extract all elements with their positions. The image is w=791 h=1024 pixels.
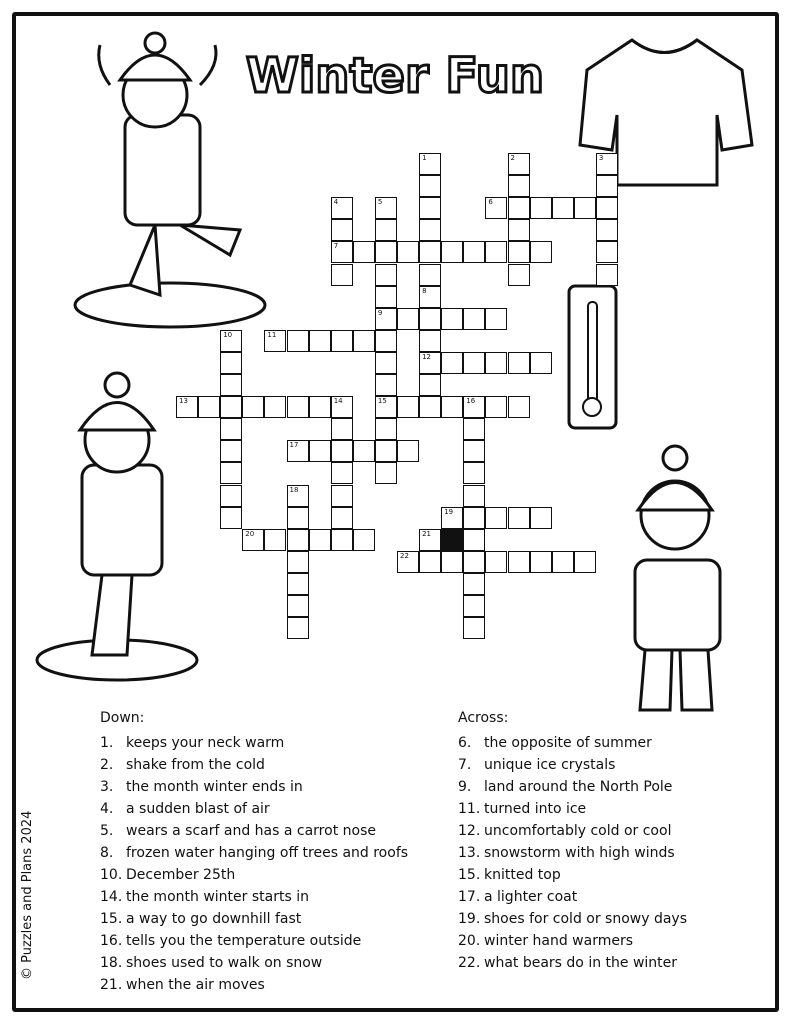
crossword-cell[interactable]: [485, 507, 507, 529]
crossword-cell[interactable]: [596, 153, 618, 175]
down-clue-number: 15.: [100, 911, 123, 927]
crossword-cell[interactable]: [463, 241, 485, 263]
crossword-cell[interactable]: [463, 462, 485, 484]
cell-number: 16: [466, 397, 476, 406]
crossword-cell[interactable]: [397, 241, 419, 263]
across-clue-text: what bears do in the winter: [484, 955, 678, 971]
crossword-cell[interactable]: [397, 396, 419, 418]
crossword-cell[interactable]: [419, 219, 441, 241]
crossword-cell[interactable]: [287, 507, 309, 529]
across-clue-number: 22.: [458, 955, 481, 971]
cell-number: 12: [422, 352, 432, 361]
crossword-cell[interactable]: [530, 507, 552, 529]
across-clue-text: winter hand warmers: [484, 933, 634, 949]
across-clue: [458, 798, 687, 820]
crossword-cell[interactable]: [264, 330, 286, 352]
crossword-cell[interactable]: [220, 396, 242, 418]
across-clue-number: 19.: [458, 911, 481, 927]
down-clue-number: 3.: [100, 779, 114, 795]
across-clue-text: land around the North Pole: [484, 779, 673, 795]
across-clue-text: a lighter coat: [484, 889, 578, 905]
across-clue-text: uncomfortably cold or cool: [484, 823, 672, 839]
crossword-cell[interactable]: [596, 219, 618, 241]
crossword-cell[interactable]: [353, 529, 375, 551]
across-clue: [458, 886, 687, 908]
crossword-cell[interactable]: [485, 396, 507, 418]
crossword-cell[interactable]: [375, 374, 397, 396]
crossword-cell[interactable]: [508, 264, 530, 286]
down-clues: [100, 710, 408, 996]
crossword-cell[interactable]: [242, 529, 264, 551]
crossword-cell[interactable]: [441, 352, 463, 374]
crossword-cell[interactable]: [441, 308, 463, 330]
cell-number: 22: [400, 551, 409, 560]
crossword-cell[interactable]: [331, 330, 353, 352]
cell-number: 17: [289, 441, 299, 450]
crossword-cell[interactable]: [463, 595, 485, 617]
down-clue-number: 18.: [100, 955, 123, 971]
crossword-cell[interactable]: [419, 551, 441, 573]
crossword-cell[interactable]: [309, 330, 331, 352]
crossword-cell[interactable]: [198, 396, 220, 418]
crossword-cell[interactable]: [220, 507, 242, 529]
crossword-cell[interactable]: [375, 352, 397, 374]
crossword-cell[interactable]: [397, 551, 419, 573]
crossword-cell[interactable]: [508, 507, 530, 529]
across-clue-text: shoes for cold or snowy days: [484, 911, 688, 927]
down-clue-list: [100, 732, 408, 996]
crossword-cell[interactable]: [508, 153, 530, 175]
crossword-cell[interactable]: [331, 529, 353, 551]
crossword-cell[interactable]: [463, 485, 485, 507]
across-clue-number: 12.: [458, 823, 481, 839]
crossword-cell[interactable]: [463, 529, 485, 551]
down-clue-number: 1.: [100, 735, 114, 751]
down-clue: [100, 930, 408, 952]
across-clue: [458, 754, 687, 776]
crossword-cell[interactable]: [463, 418, 485, 440]
cell-number: 11: [267, 330, 277, 339]
down-clue-text: shoes used to walk on snow: [126, 955, 323, 971]
crossword-cell[interactable]: [419, 241, 441, 263]
down-clue-text: frozen water hanging off trees and roofs: [126, 845, 409, 861]
crossword-cell[interactable]: [419, 374, 441, 396]
crossword-cell[interactable]: [485, 241, 507, 263]
across-clue-number: 20.: [458, 933, 481, 949]
crossword-cell[interactable]: [331, 264, 353, 286]
across-clue-list: [458, 732, 687, 974]
down-clue: [100, 732, 408, 754]
crossword-cell[interactable]: [220, 374, 242, 396]
across-clue: [458, 864, 687, 886]
crossword-cell[interactable]: [441, 396, 463, 418]
down-clue: [100, 754, 408, 776]
crossword-cell[interactable]: [530, 241, 552, 263]
crossword-cell[interactable]: [287, 440, 309, 462]
crossword-cell[interactable]: [287, 396, 309, 418]
crossword-cell[interactable]: [264, 396, 286, 418]
crossword-cell[interactable]: [463, 573, 485, 595]
crossword-cell[interactable]: [375, 462, 397, 484]
across-clues: [458, 710, 687, 974]
across-clue: [458, 908, 687, 930]
cell-number: 5: [377, 198, 383, 207]
crossword-cell[interactable]: [552, 551, 574, 573]
crossword-cell[interactable]: [375, 418, 397, 440]
crossword-cell[interactable]: [331, 418, 353, 440]
down-clue-text: a sudden blast of air: [126, 801, 270, 817]
crossword-cell[interactable]: [331, 507, 353, 529]
crossword-cell[interactable]: [375, 264, 397, 286]
across-clue-text: knitted top: [484, 867, 561, 883]
crossword-cell[interactable]: [220, 352, 242, 374]
crossword-cell[interactable]: [530, 551, 552, 573]
crossword-cell[interactable]: [419, 153, 441, 175]
crossword-cell[interactable]: [419, 308, 441, 330]
crossword-cell[interactable]: [463, 551, 485, 573]
down-heading: Down:: [100, 710, 145, 726]
crossword-cell[interactable]: [441, 507, 463, 529]
crossword-cell[interactable]: [375, 241, 397, 263]
crossword-cell[interactable]: [375, 219, 397, 241]
down-clue: [100, 886, 408, 908]
crossword-cell[interactable]: [419, 330, 441, 352]
crossword-cell[interactable]: [331, 241, 353, 263]
crossword-cell[interactable]: [574, 197, 596, 219]
crossword-cell[interactable]: [287, 485, 309, 507]
crossword-cell[interactable]: [287, 573, 309, 595]
crossword-cell[interactable]: [397, 308, 419, 330]
cell-number: 10: [223, 330, 233, 339]
down-clue-text: shake from the cold: [126, 757, 265, 773]
cell-number: 8: [422, 286, 427, 295]
crossword-cell[interactable]: [419, 529, 441, 551]
across-clue-number: 7.: [458, 757, 472, 773]
down-clue: [100, 952, 408, 974]
across-heading: Across:: [458, 710, 509, 726]
across-clue-text: turned into ice: [484, 801, 587, 817]
crossword-cell[interactable]: [309, 529, 331, 551]
down-clue-text: tells you the temperature outside: [126, 933, 362, 949]
down-clue-text: a way to go downhill fast: [126, 911, 302, 927]
crossword-cell[interactable]: [596, 175, 618, 197]
across-clue: [458, 952, 687, 974]
across-clue: [458, 776, 687, 798]
crossword-cell[interactable]: [463, 352, 485, 374]
crossword-cell[interactable]: [331, 197, 353, 219]
crossword-cell[interactable]: [220, 418, 242, 440]
crossword-cell[interactable]: [331, 462, 353, 484]
down-clue: [100, 842, 408, 864]
crossword-cell[interactable]: [375, 197, 397, 219]
cell-number: 7: [333, 242, 339, 251]
cell-number: 3: [598, 154, 604, 162]
crossword-cell[interactable]: [485, 308, 507, 330]
cell-number: 14: [333, 397, 343, 406]
down-clue-text: wears a scarf and has a carrot nose: [126, 823, 376, 839]
crossword-cell[interactable]: [353, 330, 375, 352]
crossword-cell[interactable]: [264, 529, 286, 551]
crossword-cell[interactable]: [419, 264, 441, 286]
crossword-cell[interactable]: [508, 197, 530, 219]
crossword-cell[interactable]: [220, 462, 242, 484]
down-clue-text: December 25th: [126, 867, 236, 883]
crossword-cell[interactable]: [375, 440, 397, 462]
crossword-cell[interactable]: [220, 440, 242, 462]
crossword-cell[interactable]: [574, 551, 596, 573]
across-clue-number: 17.: [458, 889, 481, 905]
down-clue-number: 10.: [100, 867, 123, 883]
cell-number: 15: [377, 397, 387, 406]
crossword-cell[interactable]: [287, 617, 309, 639]
down-clue: [100, 798, 408, 820]
crossword-cell[interactable]: [331, 440, 353, 462]
crossword-cell[interactable]: [287, 330, 309, 352]
crossword-cell[interactable]: [530, 197, 552, 219]
crossword-cell[interactable]: [508, 175, 530, 197]
crossword-cell[interactable]: [508, 396, 530, 418]
across-clue-number: 13.: [458, 845, 481, 861]
across-clue-number: 15.: [458, 867, 481, 883]
crossword-cell[interactable]: [419, 197, 441, 219]
cell-number: 2: [510, 154, 515, 162]
across-clue-number: 11.: [458, 801, 481, 817]
crossword-cell[interactable]: [309, 440, 331, 462]
down-clue: [100, 820, 408, 842]
crossword-cell[interactable]: [220, 330, 242, 352]
crossword-cell[interactable]: [331, 396, 353, 418]
across-clue-text: snowstorm with high winds: [484, 845, 675, 861]
crossword-cell[interactable]: [375, 308, 397, 330]
down-clue: [100, 908, 408, 930]
down-clue-number: 5.: [100, 823, 114, 839]
crossword-cell[interactable]: [441, 551, 463, 573]
down-clue-number: 14.: [100, 889, 123, 905]
crossword-cell[interactable]: [596, 197, 618, 219]
down-clue-text: the month winter starts in: [126, 889, 309, 905]
crossword-cell[interactable]: [331, 219, 353, 241]
crossword-cell[interactable]: [353, 440, 375, 462]
crossword-cell[interactable]: [419, 352, 441, 374]
cell-number: 9: [377, 308, 383, 317]
crossword-cell[interactable]: [419, 175, 441, 197]
down-clue-text: the month winter ends in: [126, 779, 303, 795]
crossword-cell[interactable]: [331, 485, 353, 507]
crossword-cell[interactable]: [441, 241, 463, 263]
cell-number: 13: [179, 397, 188, 406]
down-clue-number: 16.: [100, 933, 123, 949]
down-clue: [100, 864, 408, 886]
cell-number: 1: [422, 154, 427, 162]
crossword-cell[interactable]: [419, 286, 441, 308]
crossword-cell[interactable]: [353, 241, 375, 263]
crossword-cell[interactable]: [485, 551, 507, 573]
crossword-cell[interactable]: [375, 396, 397, 418]
down-clue-number: 4.: [100, 801, 114, 817]
cell-number: 4: [333, 198, 339, 207]
black-square: [441, 529, 463, 551]
across-clue: [458, 732, 687, 754]
crossword-cell[interactable]: [375, 330, 397, 352]
crossword-cell[interactable]: [463, 396, 485, 418]
svg-text:Winter Fun: Winter Fun: [245, 48, 545, 104]
down-clue-number: 2.: [100, 757, 114, 773]
down-clue-number: 21.: [100, 977, 123, 993]
crossword-cell[interactable]: [552, 197, 574, 219]
crossword-cell[interactable]: [508, 352, 530, 374]
down-clue-number: 8.: [100, 845, 114, 861]
cell-number: 19: [444, 507, 454, 516]
down-clue: [100, 776, 408, 798]
crossword-cell[interactable]: [485, 352, 507, 374]
crossword-cell[interactable]: [596, 264, 618, 286]
crossword-cell[interactable]: [287, 595, 309, 617]
across-clue-text: the opposite of summer: [484, 735, 652, 751]
across-clue: [458, 930, 687, 952]
crossword-cell[interactable]: [463, 617, 485, 639]
across-clue-text: unique ice crystals: [484, 757, 616, 773]
across-clue-number: 6.: [458, 735, 472, 751]
crossword-cell[interactable]: [463, 308, 485, 330]
crossword-cell[interactable]: [220, 485, 242, 507]
crossword-cell[interactable]: [596, 241, 618, 263]
crossword-cell[interactable]: [508, 219, 530, 241]
cell-number: 6: [488, 198, 493, 207]
crossword-cell[interactable]: [485, 197, 507, 219]
crossword-cell[interactable]: [530, 352, 552, 374]
crossword-cell[interactable]: [287, 529, 309, 551]
across-clue: [458, 842, 687, 864]
across-clue-number: 9.: [458, 779, 472, 795]
across-clue: [458, 820, 687, 842]
crossword-cell[interactable]: [508, 551, 530, 573]
crossword-cell[interactable]: [508, 241, 530, 263]
crossword-cell[interactable]: [463, 507, 485, 529]
cell-number: 20: [245, 529, 255, 538]
crossword-cell[interactable]: [463, 440, 485, 462]
cell-number: 18: [289, 485, 299, 494]
crossword-cell[interactable]: [419, 396, 441, 418]
crossword-cell[interactable]: [375, 286, 397, 308]
copyright-text: © Puzzles and Plans 2024: [20, 810, 35, 980]
down-clue: [100, 974, 408, 996]
down-clue-text: keeps your neck warm: [126, 735, 285, 751]
down-clue-text: when the air moves: [126, 977, 265, 993]
crossword-cell[interactable]: [176, 396, 198, 418]
crossword-cell[interactable]: [397, 440, 419, 462]
crossword-cell[interactable]: [309, 396, 331, 418]
crossword-cell[interactable]: [242, 396, 264, 418]
crossword-cell[interactable]: [287, 551, 309, 573]
cell-number: 21: [422, 529, 432, 538]
